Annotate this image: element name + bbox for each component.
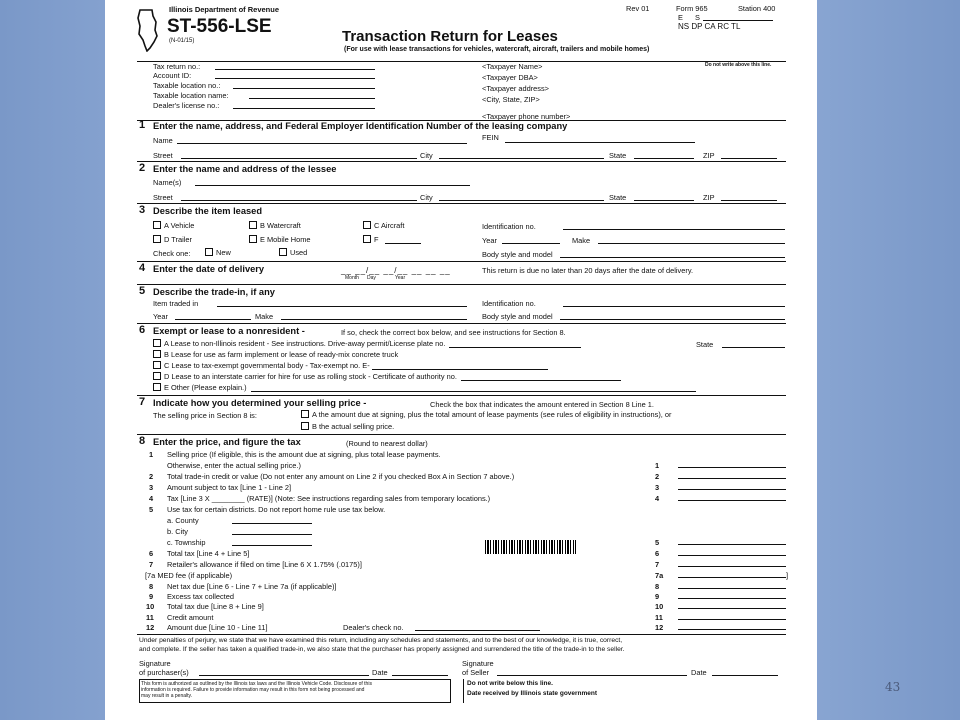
section-5-number: 5 <box>139 285 146 297</box>
rule-s7 <box>137 395 786 396</box>
slide-page-number: 43 <box>885 680 901 694</box>
rev-label: Rev 01 <box>626 4 650 13</box>
s3-option-a[interactable] <box>153 221 194 230</box>
section-4-number: 4 <box>139 262 146 274</box>
section-8-round: (Round to nearest dollar) <box>346 439 428 448</box>
rline-1: 1 <box>655 461 660 470</box>
s7-option-b[interactable] <box>301 422 394 431</box>
rule-s6 <box>137 323 786 324</box>
s6-option-b[interactable] <box>153 350 398 359</box>
checkbox[interactable] <box>279 248 287 256</box>
line-5-text: Use tax for certain districts. Do not report home rule use tax below. <box>167 505 386 514</box>
rline-12: 12 <box>655 623 664 632</box>
city-field[interactable] <box>232 528 312 535</box>
rline-6: 6 <box>655 549 660 558</box>
s3-year-field[interactable] <box>502 237 560 244</box>
station-label: Station 400 <box>738 4 776 13</box>
s5-year-field[interactable] <box>175 313 251 320</box>
tax-form-page <box>105 0 817 720</box>
s6-option-d[interactable] <box>153 372 621 381</box>
section-7-title: Indicate how you determined your selling price - <box>153 398 367 408</box>
rule-s4 <box>137 261 786 262</box>
line-3-num: 3 <box>149 483 154 492</box>
line-7a-amount-field[interactable] <box>678 571 789 580</box>
line-10-amount-field[interactable] <box>678 602 786 609</box>
s3-check-one: Check one: <box>153 249 191 258</box>
s3-year-label: Year <box>482 236 497 245</box>
taxpayer-dba: <Taxpayer DBA> <box>482 73 538 82</box>
checkbox[interactable] <box>301 410 309 418</box>
line-9-amount-field[interactable] <box>678 592 786 599</box>
s7-lead: The selling price in Section 8 is: <box>153 411 257 420</box>
s1-street-label: Street <box>153 151 173 160</box>
authorization-text-2: information is required. Failure to provide information may result in this form not being processed and <box>141 687 365 693</box>
form-subtitle: (For use with lease transactions for vehicles, watercraft, aircraft, trailers and mobile homes) <box>344 46 650 53</box>
line-3-amount-field[interactable] <box>678 483 786 490</box>
s1-fein-field[interactable] <box>505 136 695 143</box>
s3-option-d[interactable] <box>153 235 192 244</box>
section-8-title: Enter the price, and figure the tax <box>153 437 301 447</box>
rline-11: 11 <box>655 613 663 622</box>
date-received-label: Date received by Illinois state government <box>467 690 598 697</box>
s3-ident-label: Identification no. <box>482 222 536 231</box>
checkbox[interactable] <box>153 221 161 229</box>
s5-body-field[interactable] <box>560 313 785 320</box>
line-11-num: 11 <box>146 613 154 622</box>
line-11-amount-field[interactable] <box>678 613 786 620</box>
s6-e-label: E Other (Please explain.) <box>164 383 247 392</box>
s5-ident-field[interactable] <box>563 300 785 307</box>
section-1-number: 1 <box>139 119 146 131</box>
s6-a-label: A Lease to non-Illinois resident - See instructions. Drive-away permit/License plate no. <box>164 339 446 348</box>
s3-ident-field[interactable] <box>563 223 785 230</box>
rline-3: 3 <box>655 483 660 492</box>
rline-5: 5 <box>655 538 660 547</box>
account-id-label: Account ID: <box>153 71 192 80</box>
rline-2: 2 <box>655 472 660 481</box>
s3-option-e[interactable] <box>249 235 311 244</box>
line-9-text: Excess tax collected <box>167 592 234 601</box>
barcode-image <box>485 540 576 554</box>
account-id-field[interactable] <box>215 72 375 79</box>
s6-a-state-field[interactable] <box>722 341 785 348</box>
line-1-num: 1 <box>149 450 154 459</box>
code-s: S <box>695 13 700 22</box>
delivery-date-field[interactable]: __ __/__ __/__ __ __ __ <box>341 266 451 275</box>
section-1-title: Enter the name, address, and Federal Employer Identification Number of the leasing company <box>153 121 568 131</box>
tax-return-label: Tax return no.: <box>153 62 201 71</box>
s6-b-label: B Lease for use as farm implement or lease of ready-mix concrete truck <box>164 350 399 359</box>
line-3-text: Amount subject to tax [Line 1 - Line 2] <box>167 483 292 492</box>
line-6-amount-field[interactable] <box>678 549 786 556</box>
line-6-text: Total tax [Line 4 + Line 5] <box>167 549 250 558</box>
s6-e-field[interactable] <box>251 385 696 392</box>
line-8-text: Net tax due [Line 6 - Line 7 + Line 7a (if applicable)] <box>167 582 337 591</box>
rline-8: 8 <box>655 582 660 591</box>
township-label: c. Township <box>167 538 206 547</box>
s2-zip-field[interactable] <box>721 194 777 201</box>
line-7-amount-field[interactable] <box>678 560 786 567</box>
line-8-amount-field[interactable] <box>678 582 786 589</box>
checkbox[interactable] <box>153 383 161 391</box>
township-field[interactable] <box>232 539 312 546</box>
s1-name-label: Name <box>153 136 173 145</box>
delivery-day-label: Day <box>367 275 376 281</box>
rline-9: 9 <box>655 592 660 601</box>
s5-item-field[interactable] <box>217 300 467 307</box>
rline-7: 7 <box>655 560 660 569</box>
checkbox[interactable] <box>153 361 161 369</box>
line-6-num: 6 <box>149 549 154 558</box>
purchaser-date-label: Date <box>372 668 388 677</box>
line-4-amount-field[interactable] <box>678 494 786 501</box>
s6-option-e[interactable] <box>153 383 696 392</box>
perjury-statement-1: Under penalties of perjury, we state that we have examined this return, including any schedules and statements, and to the best of our knowledge, it is true, correct, <box>139 637 623 644</box>
s1-city-field[interactable] <box>439 152 604 159</box>
line-4-num: 4 <box>149 494 154 503</box>
checkbox[interactable] <box>301 422 309 430</box>
s1-state-label: State <box>609 151 627 160</box>
section-3-title: Describe the item leased <box>153 206 263 216</box>
line-1-amount-field[interactable] <box>678 461 786 468</box>
do-not-write-below: Do not write below this line. <box>467 680 553 687</box>
s5-make-field[interactable] <box>281 313 467 320</box>
s3-a-label: A Vehicle <box>164 221 195 230</box>
line-7a-text: [7a MED fee (if applicable) <box>145 571 233 580</box>
do-not-write-above: Do not write above this line. <box>705 62 772 68</box>
section-2-title: Enter the name and address of the lessee <box>153 164 337 174</box>
rline-7a: 7a <box>655 571 664 580</box>
line-7-text: Retailer's allowance if filed on time [Line 6 X 1.75% (.0175)] <box>167 560 362 569</box>
illinois-state-icon <box>137 8 159 52</box>
section-4-title: Enter the date of delivery <box>153 264 265 274</box>
rule-s8 <box>137 434 786 435</box>
s2-zip-label: ZIP <box>703 193 715 202</box>
s6-a-plate-field[interactable] <box>449 341 581 348</box>
s4-due-note: This return is due no later than 20 days after the date of delivery. <box>482 266 694 275</box>
seller-date-field[interactable] <box>712 669 778 676</box>
seller-date-label: Date <box>691 668 707 677</box>
s1-state-field[interactable] <box>634 152 694 159</box>
tax-return-field[interactable] <box>215 63 375 70</box>
s2-names-field[interactable] <box>195 179 470 186</box>
s2-city-label: City <box>420 193 433 202</box>
line-2-num: 2 <box>149 472 154 481</box>
s6-d-label: D Lease to an interstate carrier for hire for use as rolling stock - Certificate of authority no. <box>164 372 457 381</box>
s3-e-label: E Mobile Home <box>260 235 311 244</box>
perjury-statement-2: and complete. If the seller has taken a qualified trade-in, we also state that the purchaser has properly assigned and surrendered the title of the trade-in to the seller. <box>139 646 625 653</box>
dealer-license-label: Dealer's license no.: <box>153 101 220 110</box>
s3-new[interactable] <box>205 248 231 257</box>
delivery-month-label: Month <box>345 275 359 281</box>
checkbox[interactable] <box>249 235 257 243</box>
s3-body-label: Body style and model <box>482 250 553 259</box>
city-label: b. City <box>167 527 188 536</box>
code-lines <box>703 13 773 21</box>
line-7-num: 7 <box>149 560 154 569</box>
seller-signature-field[interactable] <box>497 669 687 676</box>
checkbox[interactable] <box>153 235 161 243</box>
checkbox[interactable] <box>153 339 161 347</box>
s6-d-field[interactable] <box>461 374 621 381</box>
rule-s3 <box>137 203 786 204</box>
s2-city-field[interactable] <box>439 194 604 201</box>
s2-state-label: State <box>609 193 627 202</box>
purchaser-signature-field[interactable] <box>199 669 369 676</box>
section-7-number: 7 <box>139 396 146 408</box>
s1-name-field[interactable] <box>177 137 467 144</box>
code-e: E <box>678 13 683 22</box>
s3-option-b[interactable] <box>249 221 301 230</box>
seller-label: of Seller <box>462 668 490 677</box>
s5-ident-label: Identification no. <box>482 299 536 308</box>
rline-4: 4 <box>655 494 660 503</box>
form-title: Transaction Return for Leases <box>342 28 558 45</box>
line-12-text: Amount due [Line 10 - Line 11] <box>167 623 268 632</box>
line-12-num: 12 <box>146 623 155 632</box>
line-10-num: 10 <box>146 602 155 611</box>
checkbox[interactable] <box>153 350 161 358</box>
s7-a-label: A the amount due at signing, plus the total amount of lease payments (see rules of eligibility in instructions), or <box>312 410 672 419</box>
dealer-license-field[interactable] <box>233 102 375 109</box>
s3-body-field[interactable] <box>560 251 785 258</box>
checkbox[interactable] <box>363 221 371 229</box>
line-2-text: Total trade-in credit or value (Do not enter any amount on Line 2 if you checked Box A in Section 7 above.) <box>167 472 515 481</box>
s3-c-label: C Aircraft <box>374 221 405 230</box>
checkbox[interactable] <box>205 248 213 256</box>
s2-street-field[interactable] <box>181 194 417 201</box>
s3-d-label: D Trailer <box>164 235 192 244</box>
rule-s5 <box>137 284 786 285</box>
purchaser-label: of purchaser(s) <box>139 668 189 677</box>
taxpayer-address: <Taxpayer address> <box>482 84 549 93</box>
line-11-text: Credit amount <box>167 613 214 622</box>
line-8-num: 8 <box>149 582 154 591</box>
taxable-name-field[interactable] <box>249 92 375 99</box>
section-8-number: 8 <box>139 435 146 447</box>
dealer-check-field[interactable] <box>415 624 540 631</box>
s5-body-label: Body style and model <box>482 312 553 321</box>
section-6-title: Exempt or lease to a nonresident - <box>153 326 305 336</box>
section-2-number: 2 <box>139 162 146 174</box>
seller-signature-label: Signature <box>462 659 494 668</box>
delivery-year-label: Year <box>395 275 406 281</box>
line-4-text: Tax [Line 3 X ________ (RATE)] (Note: See instructions regarding sales from temporary locations.) <box>167 494 491 503</box>
section-7-instructions: Check the box that indicates the amount entered in Section 8 Line 1. <box>430 400 654 409</box>
county-field[interactable] <box>232 517 312 524</box>
s1-street-field[interactable] <box>181 152 417 159</box>
s5-item-label: Item traded in <box>153 299 199 308</box>
s6-c-field[interactable] <box>372 363 548 370</box>
s5-year-label: Year <box>153 312 168 321</box>
rline-10: 10 <box>655 602 664 611</box>
line-5-num: 5 <box>149 505 154 514</box>
department-name: Illinois Department of Revenue <box>169 5 280 14</box>
line-2-amount-field[interactable] <box>678 472 786 479</box>
section-5-title: Describe the trade-in, if any <box>153 287 275 297</box>
s3-f-field[interactable] <box>385 237 421 244</box>
s3-option-f[interactable] <box>363 235 421 244</box>
line-5-amount-field[interactable] <box>678 538 786 545</box>
s3-make-field[interactable] <box>598 237 785 244</box>
s6-c-label: C Lease to tax-exempt governmental body - Tax-exempt no. E- <box>164 361 370 370</box>
s1-fein-label: FEIN <box>482 133 499 142</box>
s1-zip-field[interactable] <box>721 152 777 159</box>
authorization-text-3: may result in a penalty. <box>141 693 193 699</box>
s7-option-a[interactable] <box>301 410 671 419</box>
checkbox[interactable] <box>363 235 371 243</box>
s3-option-c[interactable] <box>363 221 404 230</box>
rule-footer <box>137 634 786 635</box>
s6-option-c[interactable] <box>153 361 548 370</box>
office-codes: NS DP CA RC TL <box>678 22 741 31</box>
checkbox[interactable] <box>249 221 257 229</box>
line-9-num: 9 <box>149 592 154 601</box>
taxpayer-phone: <Taxpayer phone number> <box>482 112 571 121</box>
s2-names-label: Name(s) <box>153 178 182 187</box>
s3-make-label: Make <box>572 236 591 245</box>
header-rule <box>137 61 786 62</box>
checkbox[interactable] <box>153 372 161 380</box>
taxpayer-city: <City, State, ZIP> <box>482 95 540 104</box>
dealer-check-label: Dealer's check no. <box>343 623 404 632</box>
taxpayer-name: <Taxpayer Name> <box>482 62 543 71</box>
s2-street-label: Street <box>153 193 173 202</box>
section-6-instructions: If so, check the correct box below, and see instructions for Section 8. <box>341 328 566 337</box>
county-label: a. County <box>167 516 199 525</box>
line-10-text: Total tax due [Line 8 + Line 9] <box>167 602 264 611</box>
taxable-location-label: Taxable location no.: <box>153 81 221 90</box>
taxable-location-field[interactable] <box>233 82 375 89</box>
purchaser-date-field[interactable] <box>392 669 448 676</box>
line-1-text-a: Selling price (If eligible, this is the amount due at signing, plus total lease payments. <box>167 450 441 459</box>
authorization-text-1: This form is authorized as outlined by the Illinois tax laws and the Illinois Vehicle Code. Disclosure of this <box>141 681 372 687</box>
section-3-number: 3 <box>139 204 146 216</box>
form-number: Form 965 <box>676 4 708 13</box>
s3-used-label: Used <box>290 248 308 257</box>
line-1-text-b: Otherwise, enter the actual selling price.) <box>167 461 301 470</box>
s3-b-label: B Watercraft <box>260 221 301 230</box>
s1-city-label: City <box>420 151 433 160</box>
rule-s2 <box>137 161 786 162</box>
s7-b-label: B the actual selling price. <box>312 422 395 431</box>
purchaser-signature-label: Signature <box>139 659 171 668</box>
s3-new-label: New <box>216 248 231 257</box>
s6-a-state-label: State <box>696 340 714 349</box>
taxable-name-label: Taxable location name: <box>153 91 229 100</box>
s5-make-label: Make <box>255 312 274 321</box>
s2-state-field[interactable] <box>634 194 694 201</box>
line-7a-bracket: ] <box>786 571 789 580</box>
line-12-amount-field[interactable] <box>678 623 786 630</box>
form-revision: (N-01/15) <box>169 38 195 44</box>
s3-f-label: F <box>374 235 379 244</box>
s3-used[interactable] <box>279 248 307 257</box>
s6-option-a[interactable] <box>153 339 581 348</box>
form-id: ST-556-LSE <box>167 16 272 37</box>
section-6-number: 6 <box>139 324 146 336</box>
s1-zip-label: ZIP <box>703 151 715 160</box>
